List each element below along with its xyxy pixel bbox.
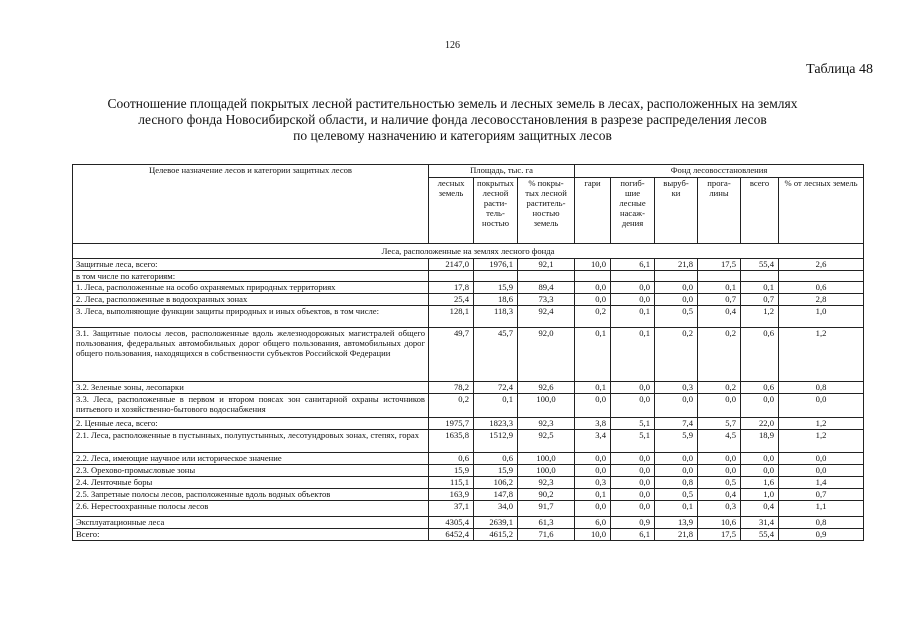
row-label: Защитные леса, всего: (73, 259, 429, 271)
header-area-group: Площадь, тыс. га (429, 165, 575, 178)
row-value: 0,0 (779, 453, 864, 465)
row-value: 0,0 (698, 453, 741, 465)
row-value: 0,6 (779, 282, 864, 294)
row-value: 5,1 (611, 430, 655, 453)
row-value: 78,2 (429, 382, 474, 394)
row-value: 73,3 (518, 294, 575, 306)
row-value: 6,1 (611, 259, 655, 271)
row-value: 0,3 (698, 501, 741, 517)
row-value: 0,1 (698, 282, 741, 294)
row-value (655, 271, 698, 282)
row-value: 0,9 (611, 517, 655, 529)
row-value: 0,8 (779, 382, 864, 394)
row-value: 0,2 (429, 394, 474, 418)
table-row (73, 394, 864, 418)
table-row (73, 418, 864, 430)
table-row (73, 465, 864, 477)
row-value: 1,4 (779, 477, 864, 489)
table-row (73, 529, 864, 541)
row-value: 89,4 (518, 282, 575, 294)
row-value: 55,4 (741, 259, 779, 271)
row-value: 4305,4 (429, 517, 474, 529)
row-value: 0,0 (698, 394, 741, 418)
row-value: 0,2 (698, 382, 741, 394)
row-label: 2.5. Запретные полосы лесов, расположенные вдоль водных объектов (73, 489, 429, 501)
row-value: 0,0 (575, 394, 611, 418)
row-value: 5,7 (698, 418, 741, 430)
row-value: 17,5 (698, 259, 741, 271)
row-value: 55,4 (741, 529, 779, 541)
row-value: 4615,2 (474, 529, 518, 541)
row-value: 2147,0 (429, 259, 474, 271)
section-label: Леса, расположенные на землях лесного фонда (73, 244, 864, 259)
header-col: лесных земель (429, 178, 474, 244)
row-value: 0,0 (611, 477, 655, 489)
row-value: 34,0 (474, 501, 518, 517)
row-value: 22,0 (741, 418, 779, 430)
row-value: 0,0 (741, 453, 779, 465)
row-value: 1975,7 (429, 418, 474, 430)
row-value: 0,0 (611, 394, 655, 418)
row-value: 1635,8 (429, 430, 474, 453)
row-value: 61,3 (518, 517, 575, 529)
row-label: 2. Леса, расположенные в водоохранных зонах (73, 294, 429, 306)
forest-area-table (72, 164, 864, 541)
row-value: 15,9 (474, 465, 518, 477)
row-value: 0,0 (611, 294, 655, 306)
row-value: 1,0 (779, 306, 864, 328)
row-value: 118,3 (474, 306, 518, 328)
row-label: 3.3. Леса, расположенные в первом и втором поясах зон санитарной охраны источников питьевого и хозяйственно-бытового водоснабжения (73, 394, 429, 418)
row-value: 15,9 (429, 465, 474, 477)
row-value: 13,9 (655, 517, 698, 529)
row-label: 3.1. Защитные полосы лесов, расположенные вдоль железнодорожных магистралей общего пользования, федеральных автомобильных дорог общего пользования, автомобильных дорог общего пользования, находящихся в собственности субъектов Российской Федерации (73, 328, 429, 382)
row-value: 0,1 (741, 282, 779, 294)
row-value: 72,4 (474, 382, 518, 394)
header-col: % от лесных земель (779, 178, 864, 244)
title-line: по целевому назначению и категориям защитных лесов (293, 128, 612, 143)
table-row (73, 517, 864, 529)
row-value: 0,1 (611, 328, 655, 382)
row-value: 0,2 (698, 328, 741, 382)
row-value: 0,1 (611, 306, 655, 328)
row-label: Эксплуатационные леса (73, 517, 429, 529)
table-row (73, 382, 864, 394)
row-label: 3.2. Зеленые зоны, лесопарки (73, 382, 429, 394)
row-value: 1512,9 (474, 430, 518, 453)
row-value: 45,7 (474, 328, 518, 382)
row-value (575, 271, 611, 282)
row-value: 0,0 (575, 501, 611, 517)
row-value: 0,3 (655, 382, 698, 394)
row-value: 71,6 (518, 529, 575, 541)
row-value: 92,3 (518, 418, 575, 430)
row-value: 5,1 (611, 418, 655, 430)
row-value: 0,0 (611, 489, 655, 501)
row-value: 6452,4 (429, 529, 474, 541)
row-value (474, 271, 518, 282)
row-value (429, 271, 474, 282)
row-value: 0,0 (611, 382, 655, 394)
row-value: 0,5 (655, 306, 698, 328)
row-value: 0,1 (575, 489, 611, 501)
row-label: Всего: (73, 529, 429, 541)
row-value: 0,4 (698, 306, 741, 328)
row-value: 1,2 (779, 430, 864, 453)
row-value: 0,0 (611, 282, 655, 294)
table-row (73, 501, 864, 517)
header-col: % покры- тых лесной раститель- ностью земель (518, 178, 575, 244)
row-value: 0,2 (655, 328, 698, 382)
row-value: 25,4 (429, 294, 474, 306)
row-value: 0,7 (741, 294, 779, 306)
row-value: 37,1 (429, 501, 474, 517)
row-value: 0,1 (575, 328, 611, 382)
row-value: 0,0 (575, 282, 611, 294)
row-value: 0,0 (655, 282, 698, 294)
table-row (73, 328, 864, 382)
row-value: 0,7 (698, 294, 741, 306)
table-number: Таблица 48 (806, 62, 873, 77)
row-value: 90,2 (518, 489, 575, 501)
row-value: 0,6 (741, 328, 779, 382)
row-label: 2.6. Нерестоохранные полосы лесов (73, 501, 429, 517)
row-value: 92,3 (518, 477, 575, 489)
row-value: 0,0 (611, 501, 655, 517)
row-value: 0,4 (741, 501, 779, 517)
row-value: 2,6 (779, 259, 864, 271)
row-value: 0,3 (575, 477, 611, 489)
row-value: 0,0 (779, 394, 864, 418)
row-value: 0,7 (779, 489, 864, 501)
row-label: 3. Леса, выполняющие функции защиты природных и иных объектов, в том числе: (73, 306, 429, 328)
row-value: 49,7 (429, 328, 474, 382)
row-value: 128,1 (429, 306, 474, 328)
table-row (73, 259, 864, 271)
row-value: 92,1 (518, 259, 575, 271)
row-value: 0,9 (779, 529, 864, 541)
page-number: 126 (445, 40, 460, 51)
row-value: 163,9 (429, 489, 474, 501)
header-col: гари (575, 178, 611, 244)
table-row (73, 306, 864, 328)
row-value: 1,2 (779, 418, 864, 430)
title-line: Соотношение площадей покрытых лесной растительностью земель и лесных земель в лесах, расположенных на землях (107, 96, 798, 111)
header-col: всего (741, 178, 779, 244)
row-label: 2. Ценные леса, всего: (73, 418, 429, 430)
row-value: 115,1 (429, 477, 474, 489)
row-value: 0,6 (429, 453, 474, 465)
row-value: 0,0 (575, 465, 611, 477)
table-row (73, 453, 864, 465)
row-value: 0,8 (655, 477, 698, 489)
row-value: 2,8 (779, 294, 864, 306)
row-label: 1. Леса, расположенные на особо охраняемых природных территориях (73, 282, 429, 294)
row-label: 2.4. Ленточные боры (73, 477, 429, 489)
table-row (73, 430, 864, 453)
row-value: 0,0 (741, 394, 779, 418)
row-value: 18,9 (741, 430, 779, 453)
row-value: 0,0 (575, 294, 611, 306)
row-value: 0,0 (779, 465, 864, 477)
row-value: 21,8 (655, 529, 698, 541)
header-col: погиб- шие лесные насаж- дения (611, 178, 655, 244)
row-value (611, 271, 655, 282)
row-value: 0,4 (698, 489, 741, 501)
row-label: в том числе по категориям: (73, 271, 429, 282)
header-purpose: Целевое назначение лесов и категории защитных лесов (73, 165, 429, 244)
row-value: 4,5 (698, 430, 741, 453)
row-value (779, 271, 864, 282)
row-value (698, 271, 741, 282)
row-value: 92,5 (518, 430, 575, 453)
table-row (73, 294, 864, 306)
row-value: 0,0 (698, 465, 741, 477)
row-value: 0,1 (655, 501, 698, 517)
row-value: 0,5 (698, 477, 741, 489)
row-value: 1,2 (741, 306, 779, 328)
row-value: 31,4 (741, 517, 779, 529)
row-value: 0,8 (779, 517, 864, 529)
row-value: 2639,1 (474, 517, 518, 529)
row-value: 0,2 (575, 306, 611, 328)
row-value: 10,0 (575, 259, 611, 271)
row-value: 0,0 (655, 394, 698, 418)
row-value: 91,7 (518, 501, 575, 517)
row-label: 2.3. Орехово-промысловые зоны (73, 465, 429, 477)
row-value: 15,9 (474, 282, 518, 294)
row-value: 92,4 (518, 306, 575, 328)
row-label: 2.2. Леса, имеющие научное или историческое значение (73, 453, 429, 465)
row-value: 1,0 (741, 489, 779, 501)
table-row (73, 282, 864, 294)
row-value: 10,6 (698, 517, 741, 529)
row-value: 0,1 (575, 382, 611, 394)
row-value: 0,1 (474, 394, 518, 418)
row-value: 6,0 (575, 517, 611, 529)
header-col: покрытых лесной расти- тель- ностью (474, 178, 518, 244)
row-value: 0,0 (655, 294, 698, 306)
row-value: 5,9 (655, 430, 698, 453)
row-value: 0,6 (741, 382, 779, 394)
table-row (73, 477, 864, 489)
row-value: 18,6 (474, 294, 518, 306)
row-value: 10,0 (575, 529, 611, 541)
row-value: 92,0 (518, 328, 575, 382)
row-value: 92,6 (518, 382, 575, 394)
row-value: 106,2 (474, 477, 518, 489)
row-value: 0,0 (611, 453, 655, 465)
row-value: 100,0 (518, 453, 575, 465)
row-value: 6,1 (611, 529, 655, 541)
header-col: выруб- ки (655, 178, 698, 244)
row-value: 100,0 (518, 465, 575, 477)
row-value: 0,0 (655, 465, 698, 477)
row-value: 147,8 (474, 489, 518, 501)
table-title (40, 96, 865, 144)
row-value: 0,0 (575, 453, 611, 465)
row-value (741, 271, 779, 282)
row-label: 2.1. Леса, расположенные в пустынных, полупустынных, лесотундровых зонах, степях, горах (73, 430, 429, 453)
row-value: 0,0 (611, 465, 655, 477)
row-value: 1823,3 (474, 418, 518, 430)
table-row (73, 271, 864, 282)
row-value: 3,8 (575, 418, 611, 430)
row-value: 0,0 (741, 465, 779, 477)
row-value: 17,8 (429, 282, 474, 294)
row-value: 1,2 (779, 328, 864, 382)
row-value: 100,0 (518, 394, 575, 418)
row-value: 1,1 (779, 501, 864, 517)
row-value: 1976,1 (474, 259, 518, 271)
header-col: прога- лины (698, 178, 741, 244)
row-value: 7,4 (655, 418, 698, 430)
row-value (518, 271, 575, 282)
row-value: 0,6 (474, 453, 518, 465)
row-value: 0,5 (655, 489, 698, 501)
row-value: 0,0 (655, 453, 698, 465)
row-value: 21,8 (655, 259, 698, 271)
row-value: 3,4 (575, 430, 611, 453)
row-value: 17,5 (698, 529, 741, 541)
table-row (73, 489, 864, 501)
title-line: лесного фонда Новосибирской области, и наличие фонда лесовосстановления в разрезе распределения лесов (138, 112, 767, 127)
row-value: 1,6 (741, 477, 779, 489)
header-fund-group: Фонд лесовосстановления (575, 165, 864, 178)
